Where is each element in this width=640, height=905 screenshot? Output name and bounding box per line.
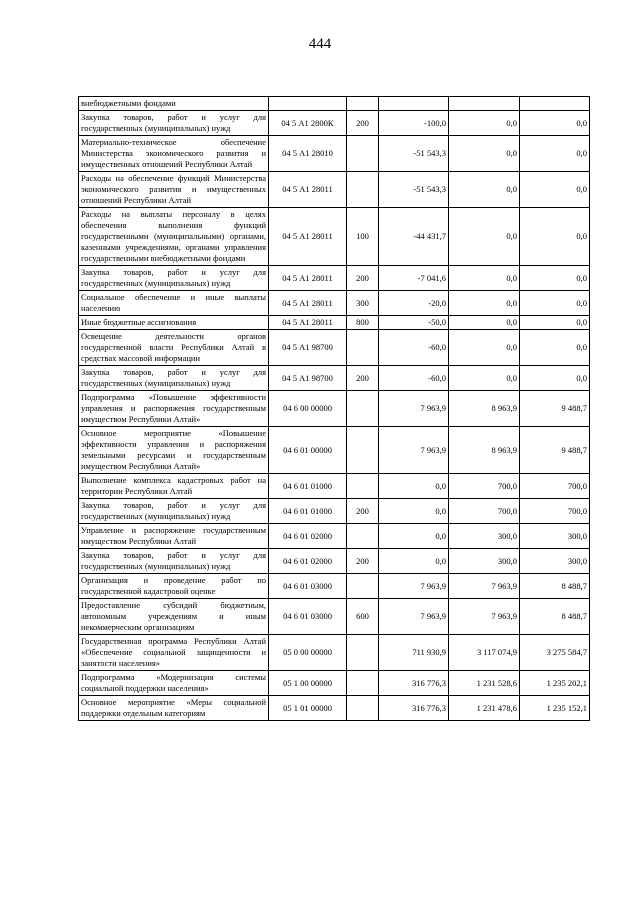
amount-cell-3: 0,0 [520,330,590,366]
amount-cell-3: 0,0 [520,316,590,330]
amount-cell-3: 0,0 [520,291,590,316]
amount-cell-2: 700,0 [449,474,520,499]
item-name-cell: Подпрограмма «Модернизация системы социальной поддержки населения» [79,671,269,696]
amount-cell-2 [449,97,520,111]
amount-cell-2: 0,0 [449,330,520,366]
expense-type-cell [347,696,379,721]
expense-type-cell: 600 [347,599,379,635]
table-row [79,474,590,499]
item-name-cell: Подпрограмма «Повышение эффективности управления и распоряжения государственным имуществом Республики Алтай» [79,391,269,427]
amount-cell-1: -100,0 [379,111,449,136]
item-name-cell: Закупка товаров, работ и услуг для государственных (муниципальных) нужд [79,499,269,524]
table-row [79,574,590,599]
expense-type-cell [347,574,379,599]
amount-cell-2: 0,0 [449,208,520,266]
expense-type-cell [347,97,379,111]
expense-type-cell: 200 [347,366,379,391]
item-name-cell: Основное мероприятие «Меры социальной поддержки отдельным категориям [79,696,269,721]
table-row [79,111,590,136]
amount-cell-1: -20,0 [379,291,449,316]
item-name-cell: Закупка товаров, работ и услуг для государственных (муниципальных) нужд [79,266,269,291]
target-code-cell: 04 5 А1 28011 [269,208,347,266]
amount-cell-2: 0,0 [449,136,520,172]
target-code-cell: 05 1 00 00000 [269,671,347,696]
amount-cell-1: 316 776,3 [379,671,449,696]
amount-cell-3: 700,0 [520,474,590,499]
amount-cell-3: 3 275 584,7 [520,635,590,671]
expense-type-cell [347,427,379,474]
expense-type-cell [347,136,379,172]
item-name-cell: Закупка товаров, работ и услуг для государственных (муниципальных) нужд [79,366,269,391]
expense-type-cell [347,671,379,696]
expense-type-cell [347,172,379,208]
table-row [79,696,590,721]
target-code-cell: 04 5 А1 28010 [269,136,347,172]
item-name-cell: Расходы на выплаты персоналу в целях обеспечения выполнения функций государственными (муниципальными) органами, казенными учреждениями, органами управления государственными внебюджетными фондами [79,208,269,266]
amount-cell-2: 0,0 [449,291,520,316]
item-name-cell: Основное мероприятие «Повышение эффективности управления и распоряжения земельными ресурсами и государственным имуществом Республики Алтай» [79,427,269,474]
target-code-cell: 04 6 01 01000 [269,474,347,499]
amount-cell-3: 1 235 152,1 [520,696,590,721]
item-name-cell: Материально-техническое обеспечение Министерства экономического развития и имущественных отношений Республики Алтай [79,136,269,172]
target-code-cell: 05 0 00 00000 [269,635,347,671]
amount-cell-2: 300,0 [449,524,520,549]
amount-cell-1: 0,0 [379,474,449,499]
amount-cell-1 [379,97,449,111]
table-row [79,136,590,172]
item-name-cell: внебюджетными фондами [79,97,269,111]
amount-cell-1: -44 431,7 [379,208,449,266]
amount-cell-2: 300,0 [449,549,520,574]
amount-cell-1: -60,0 [379,366,449,391]
expense-type-cell: 800 [347,316,379,330]
item-name-cell: Закупка товаров, работ и услуг для государственных (муниципальных) нужд [79,111,269,136]
amount-cell-3: 700,0 [520,499,590,524]
expense-type-cell: 200 [347,499,379,524]
target-code-cell: 04 5 А1 2800К [269,111,347,136]
item-name-cell: Управление и распоряжение государственным имуществом Республики Алтай [79,524,269,549]
amount-cell-1: -60,0 [379,330,449,366]
target-code-cell: 04 5 А1 28011 [269,316,347,330]
amount-cell-3: 8 488,7 [520,599,590,635]
table-row [79,366,590,391]
item-name-cell: Выполнение комплекса кадастровых работ на территории Республики Алтай [79,474,269,499]
target-code-cell: 04 5 А1 28011 [269,172,347,208]
target-code-cell: 04 6 01 03000 [269,599,347,635]
amount-cell-1: 316 776,3 [379,696,449,721]
item-name-cell: Расходы на обеспечение функций Министерства экономического развития и имущественных отношений Республики Алтай [79,172,269,208]
target-code-cell: 04 6 01 03000 [269,574,347,599]
amount-cell-3: 0,0 [520,111,590,136]
page-number: 444 [308,36,332,52]
table-row [79,599,590,635]
amount-cell-1: 7 963,9 [379,599,449,635]
amount-cell-3: 0,0 [520,172,590,208]
expense-type-cell [347,635,379,671]
amount-cell-2: 1 231 528,6 [449,671,520,696]
expense-type-cell [347,330,379,366]
table-row [79,208,590,266]
table-row [79,671,590,696]
amount-cell-3: 300,0 [520,524,590,549]
amount-cell-1: -7 041,6 [379,266,449,291]
table-row [79,524,590,549]
target-code-cell [269,97,347,111]
amount-cell-2: 700,0 [449,499,520,524]
expense-type-cell [347,524,379,549]
target-code-cell: 04 5 А1 98700 [269,366,347,391]
amount-cell-3 [520,97,590,111]
item-name-cell: Государственная программа Республики Алтай «Обеспечение социальной защищенности и занятости населения» [79,635,269,671]
amount-cell-3: 9 488,7 [520,427,590,474]
amount-cell-2: 8 963,9 [449,391,520,427]
amount-cell-1: 0,0 [379,499,449,524]
item-name-cell: Иные бюджетные ассигнования [79,316,269,330]
table-row [79,549,590,574]
table-row [79,97,590,111]
amount-cell-1: 7 963,9 [379,391,449,427]
amount-cell-2: 1 231 478,6 [449,696,520,721]
target-code-cell: 05 1 01 00000 [269,696,347,721]
table-row [79,316,590,330]
target-code-cell: 04 6 01 00000 [269,427,347,474]
expense-type-cell: 200 [347,266,379,291]
target-code-cell: 04 5 А1 28011 [269,291,347,316]
table-row [79,330,590,366]
target-code-cell: 04 6 01 01000 [269,499,347,524]
table-row [79,499,590,524]
target-code-cell: 04 5 А1 98700 [269,330,347,366]
table-row [79,266,590,291]
amount-cell-1: 0,0 [379,549,449,574]
expense-type-cell [347,474,379,499]
item-name-cell: Освещение деятельности органов государственной власти Республики Алтай в средствах массовой информации [79,330,269,366]
amount-cell-2: 0,0 [449,316,520,330]
amount-cell-3: 300,0 [520,549,590,574]
amount-cell-2: 8 963,9 [449,427,520,474]
amount-cell-2: 0,0 [449,366,520,391]
amount-cell-1: -51 543,3 [379,136,449,172]
table-row [79,391,590,427]
expense-type-cell: 100 [347,208,379,266]
amount-cell-1: -51 543,3 [379,172,449,208]
item-name-cell: Предоставление субсидий бюджетным, автономным учреждениям и иным некоммерческим организациям [79,599,269,635]
target-code-cell: 04 6 00 00000 [269,391,347,427]
expense-type-cell: 300 [347,291,379,316]
amount-cell-3: 8 488,7 [520,574,590,599]
target-code-cell: 04 6 01 02000 [269,524,347,549]
expense-type-cell: 200 [347,111,379,136]
amount-cell-3: 9 488,7 [520,391,590,427]
amount-cell-2: 0,0 [449,266,520,291]
amount-cell-3: 0,0 [520,266,590,291]
amount-cell-1: 0,0 [379,524,449,549]
target-code-cell: 04 6 01 02000 [269,549,347,574]
amount-cell-2: 7 963,9 [449,599,520,635]
target-code-cell: 04 5 А1 28011 [269,266,347,291]
item-name-cell: Социальное обеспечение и иные выплаты населению [79,291,269,316]
amount-cell-1: -50,0 [379,316,449,330]
table-row [79,172,590,208]
budget-table-body [79,97,590,721]
amount-cell-2: 7 963,9 [449,574,520,599]
item-name-cell: Закупка товаров, работ и услуг для государственных (муниципальных) нужд [79,549,269,574]
amount-cell-1: 7 963,9 [379,574,449,599]
item-name-cell: Организация и проведение работ по государственной кадастровой оценке [79,574,269,599]
expense-type-cell: 200 [347,549,379,574]
expense-type-cell [347,391,379,427]
amount-cell-2: 0,0 [449,172,520,208]
amount-cell-3: 0,0 [520,366,590,391]
amount-cell-3: 0,0 [520,136,590,172]
table-row [79,427,590,474]
table-row [79,635,590,671]
table-row [79,291,590,316]
amount-cell-3: 0,0 [520,208,590,266]
budget-table [78,96,590,721]
amount-cell-2: 3 117 074,9 [449,635,520,671]
amount-cell-1: 7 963,9 [379,427,449,474]
amount-cell-1: 711 930,9 [379,635,449,671]
amount-cell-3: 1 235 202,1 [520,671,590,696]
amount-cell-2: 0,0 [449,111,520,136]
